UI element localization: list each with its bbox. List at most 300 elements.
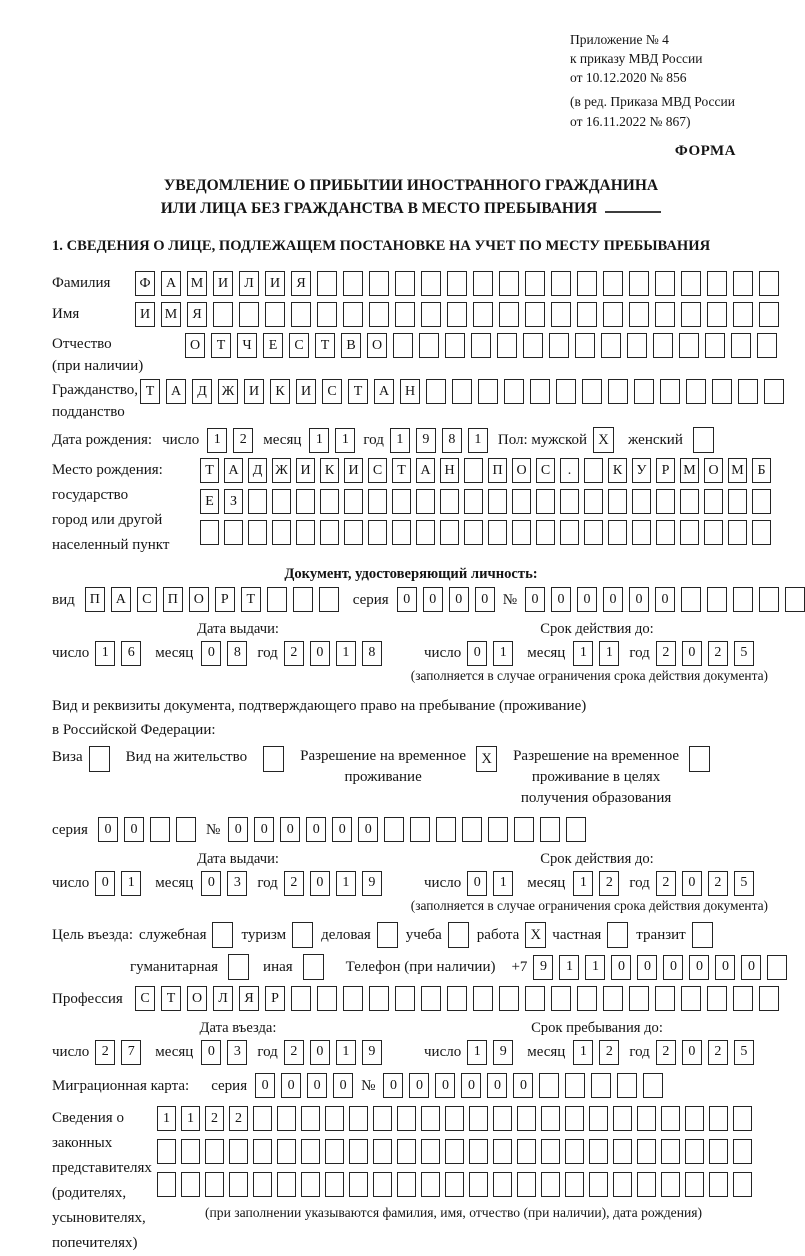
sex-female-checkbox[interactable] <box>693 427 714 453</box>
form-cell[interactable]: 9 <box>416 428 436 453</box>
form-cell[interactable]: О <box>189 587 209 612</box>
form-cell[interactable]: 1 <box>573 1040 593 1065</box>
form-cell[interactable]: 0 <box>306 817 326 842</box>
form-cell[interactable] <box>301 1139 320 1164</box>
form-cell[interactable] <box>523 333 543 358</box>
form-cell[interactable] <box>296 489 315 514</box>
form-cell[interactable] <box>577 302 597 327</box>
form-cell[interactable] <box>291 986 311 1011</box>
form-cell[interactable] <box>349 1139 368 1164</box>
form-cell[interactable]: 1 <box>559 955 579 980</box>
form-cell[interactable] <box>373 1106 392 1131</box>
form-cell[interactable] <box>469 1106 488 1131</box>
form-cell[interactable] <box>253 1139 272 1164</box>
form-cell[interactable]: 0 <box>332 817 352 842</box>
form-cell[interactable] <box>301 1106 320 1131</box>
form-cell[interactable]: 2 <box>656 1040 676 1065</box>
form-cell[interactable] <box>709 1172 728 1197</box>
form-cell[interactable] <box>627 333 647 358</box>
form-cell[interactable] <box>343 302 363 327</box>
form-cell[interactable]: 0 <box>98 817 118 842</box>
form-cell[interactable] <box>530 379 550 404</box>
form-cell[interactable]: 0 <box>629 587 649 612</box>
form-cell[interactable] <box>488 520 507 545</box>
form-cell[interactable]: О <box>704 458 723 483</box>
form-cell[interactable] <box>213 302 233 327</box>
form-cell[interactable]: 0 <box>741 955 761 980</box>
form-cell[interactable] <box>589 1139 608 1164</box>
form-cell[interactable]: 1 <box>181 1106 200 1131</box>
temp-permit-checkbox[interactable]: X <box>476 746 497 772</box>
form-cell[interactable]: 2 <box>233 428 253 453</box>
form-cell[interactable]: 2 <box>95 1040 115 1065</box>
form-cell[interactable] <box>317 302 337 327</box>
form-cell[interactable] <box>565 1139 584 1164</box>
form-cell[interactable] <box>679 333 699 358</box>
form-cell[interactable] <box>440 520 459 545</box>
form-cell[interactable] <box>591 1073 611 1098</box>
form-cell[interactable] <box>349 1172 368 1197</box>
form-cell[interactable] <box>517 1172 536 1197</box>
form-cell[interactable]: 3 <box>227 1040 247 1065</box>
form-cell[interactable]: Е <box>263 333 283 358</box>
form-cell[interactable] <box>325 1172 344 1197</box>
form-cell[interactable] <box>733 1139 752 1164</box>
form-cell[interactable]: 0 <box>333 1073 353 1098</box>
form-cell[interactable]: 1 <box>335 428 355 453</box>
form-cell[interactable]: 2 <box>229 1106 248 1131</box>
form-cell[interactable] <box>436 817 456 842</box>
form-cell[interactable]: С <box>368 458 387 483</box>
form-cell[interactable] <box>757 333 777 358</box>
form-cell[interactable] <box>566 817 586 842</box>
form-cell[interactable] <box>525 986 545 1011</box>
form-cell[interactable] <box>705 333 725 358</box>
form-cell[interactable] <box>601 333 621 358</box>
form-cell[interactable] <box>514 817 534 842</box>
form-cell[interactable] <box>655 302 675 327</box>
form-cell[interactable]: О <box>185 333 205 358</box>
form-cell[interactable]: 0 <box>255 1073 275 1098</box>
form-cell[interactable] <box>493 1172 512 1197</box>
form-cell[interactable]: 0 <box>310 1040 330 1065</box>
form-cell[interactable] <box>632 520 651 545</box>
form-cell[interactable]: Б <box>752 458 771 483</box>
form-cell[interactable]: 0 <box>655 587 675 612</box>
form-cell[interactable] <box>478 379 498 404</box>
form-cell[interactable] <box>656 489 675 514</box>
form-cell[interactable] <box>421 1172 440 1197</box>
form-cell[interactable] <box>447 271 467 296</box>
form-cell[interactable] <box>464 520 483 545</box>
form-cell[interactable] <box>608 520 627 545</box>
form-cell[interactable] <box>369 271 389 296</box>
form-cell[interactable] <box>395 271 415 296</box>
form-cell[interactable]: 0 <box>201 871 221 896</box>
form-cell[interactable] <box>368 489 387 514</box>
form-cell[interactable] <box>239 302 259 327</box>
form-cell[interactable]: 0 <box>467 641 487 666</box>
form-cell[interactable] <box>560 489 579 514</box>
form-cell[interactable] <box>320 520 339 545</box>
form-cell[interactable]: С <box>137 587 157 612</box>
form-cell[interactable] <box>712 379 732 404</box>
form-cell[interactable]: О <box>512 458 531 483</box>
form-cell[interactable] <box>200 520 219 545</box>
form-cell[interactable] <box>471 333 491 358</box>
form-cell[interactable] <box>272 520 291 545</box>
form-cell[interactable]: 0 <box>682 871 702 896</box>
form-cell[interactable] <box>343 271 363 296</box>
form-cell[interactable] <box>445 1139 464 1164</box>
form-cell[interactable]: 0 <box>124 817 144 842</box>
form-cell[interactable] <box>181 1139 200 1164</box>
form-cell[interactable] <box>577 986 597 1011</box>
form-cell[interactable] <box>539 1073 559 1098</box>
form-cell[interactable] <box>759 302 779 327</box>
form-cell[interactable]: У <box>632 458 651 483</box>
form-cell[interactable] <box>681 302 701 327</box>
form-cell[interactable] <box>469 1172 488 1197</box>
form-cell[interactable]: 0 <box>689 955 709 980</box>
form-cell[interactable] <box>267 587 287 612</box>
form-cell[interactable] <box>549 333 569 358</box>
form-cell[interactable] <box>536 520 555 545</box>
form-cell[interactable]: Н <box>440 458 459 483</box>
form-cell[interactable] <box>447 302 467 327</box>
form-cell[interactable]: П <box>163 587 183 612</box>
form-cell[interactable]: 0 <box>310 871 330 896</box>
form-cell[interactable]: 3 <box>227 871 247 896</box>
form-cell[interactable] <box>317 271 337 296</box>
form-cell[interactable]: 1 <box>207 428 227 453</box>
form-cell[interactable] <box>373 1172 392 1197</box>
purpose-tourism-checkbox[interactable] <box>292 922 313 948</box>
form-cell[interactable] <box>525 271 545 296</box>
form-cell[interactable]: 0 <box>637 955 657 980</box>
form-cell[interactable] <box>473 302 493 327</box>
form-cell[interactable]: Д <box>192 379 212 404</box>
form-cell[interactable] <box>653 333 673 358</box>
form-cell[interactable] <box>661 1106 680 1131</box>
form-cell[interactable] <box>632 489 651 514</box>
form-cell[interactable] <box>603 271 623 296</box>
purpose-transit-checkbox[interactable] <box>692 922 713 948</box>
form-cell[interactable]: 0 <box>551 587 571 612</box>
form-cell[interactable] <box>445 1172 464 1197</box>
form-cell[interactable] <box>738 379 758 404</box>
form-cell[interactable]: 0 <box>228 817 248 842</box>
form-cell[interactable]: 1 <box>309 428 329 453</box>
form-cell[interactable] <box>707 271 727 296</box>
form-cell[interactable]: О <box>367 333 387 358</box>
form-cell[interactable] <box>369 302 389 327</box>
form-cell[interactable]: 0 <box>715 955 735 980</box>
form-cell[interactable]: 5 <box>734 641 754 666</box>
form-cell[interactable] <box>709 1106 728 1131</box>
form-cell[interactable] <box>464 458 483 483</box>
form-cell[interactable] <box>320 489 339 514</box>
form-cell[interactable]: Т <box>200 458 219 483</box>
form-cell[interactable]: А <box>166 379 186 404</box>
form-cell[interactable] <box>293 587 313 612</box>
form-cell[interactable] <box>540 817 560 842</box>
form-cell[interactable]: 0 <box>475 587 495 612</box>
form-cell[interactable]: Я <box>239 986 259 1011</box>
form-cell[interactable] <box>421 302 441 327</box>
form-cell[interactable]: 1 <box>336 1040 356 1065</box>
form-cell[interactable] <box>637 1172 656 1197</box>
form-cell[interactable] <box>445 333 465 358</box>
form-cell[interactable] <box>733 1106 752 1131</box>
form-cell[interactable] <box>410 817 430 842</box>
form-cell[interactable] <box>325 1139 344 1164</box>
form-cell[interactable]: И <box>265 271 285 296</box>
form-cell[interactable]: 2 <box>284 641 304 666</box>
form-cell[interactable] <box>629 271 649 296</box>
form-cell[interactable]: 0 <box>682 1040 702 1065</box>
form-cell[interactable] <box>661 1139 680 1164</box>
form-cell[interactable]: П <box>488 458 507 483</box>
form-cell[interactable] <box>707 986 727 1011</box>
form-cell[interactable] <box>277 1172 296 1197</box>
form-cell[interactable]: 1 <box>493 871 513 896</box>
form-cell[interactable] <box>680 489 699 514</box>
form-cell[interactable]: 2 <box>599 1040 619 1065</box>
form-cell[interactable] <box>517 1139 536 1164</box>
form-cell[interactable]: 0 <box>603 587 623 612</box>
form-cell[interactable] <box>301 1172 320 1197</box>
form-cell[interactable] <box>759 587 779 612</box>
form-cell[interactable] <box>560 520 579 545</box>
form-cell[interactable] <box>349 1106 368 1131</box>
form-cell[interactable] <box>499 302 519 327</box>
form-cell[interactable]: 5 <box>734 871 754 896</box>
form-cell[interactable] <box>752 489 771 514</box>
form-cell[interactable]: 9 <box>493 1040 513 1065</box>
form-cell[interactable] <box>617 1073 637 1098</box>
form-cell[interactable]: 0 <box>435 1073 455 1098</box>
form-cell[interactable] <box>733 587 753 612</box>
form-cell[interactable]: 0 <box>525 587 545 612</box>
form-cell[interactable] <box>704 520 723 545</box>
form-cell[interactable]: 7 <box>121 1040 141 1065</box>
form-cell[interactable]: И <box>344 458 363 483</box>
form-cell[interactable]: 0 <box>254 817 274 842</box>
form-cell[interactable] <box>541 1139 560 1164</box>
form-cell[interactable] <box>634 379 654 404</box>
purpose-private-checkbox[interactable] <box>607 922 628 948</box>
form-cell[interactable] <box>368 520 387 545</box>
form-cell[interactable] <box>603 986 623 1011</box>
form-cell[interactable] <box>464 489 483 514</box>
form-cell[interactable]: 1 <box>95 641 115 666</box>
form-cell[interactable] <box>584 458 603 483</box>
form-cell[interactable] <box>551 302 571 327</box>
form-cell[interactable]: Т <box>348 379 368 404</box>
form-cell[interactable] <box>157 1139 176 1164</box>
form-cell[interactable]: 0 <box>397 587 417 612</box>
form-cell[interactable] <box>181 1172 200 1197</box>
form-cell[interactable] <box>229 1172 248 1197</box>
form-cell[interactable] <box>643 1073 663 1098</box>
form-cell[interactable]: 0 <box>201 1040 221 1065</box>
form-cell[interactable] <box>291 302 311 327</box>
form-cell[interactable] <box>277 1139 296 1164</box>
form-cell[interactable]: 1 <box>493 641 513 666</box>
form-cell[interactable]: И <box>296 379 316 404</box>
form-cell[interactable] <box>488 817 508 842</box>
form-cell[interactable] <box>421 1106 440 1131</box>
form-cell[interactable] <box>733 986 753 1011</box>
form-cell[interactable]: 0 <box>513 1073 533 1098</box>
form-cell[interactable] <box>613 1139 632 1164</box>
form-cell[interactable]: 8 <box>442 428 462 453</box>
form-cell[interactable] <box>421 1139 440 1164</box>
form-cell[interactable]: О <box>187 986 207 1011</box>
form-cell[interactable]: 1 <box>599 641 619 666</box>
form-cell[interactable] <box>499 986 519 1011</box>
form-cell[interactable]: И <box>135 302 155 327</box>
form-cell[interactable]: 8 <box>362 641 382 666</box>
form-cell[interactable] <box>764 379 784 404</box>
form-cell[interactable]: 0 <box>409 1073 429 1098</box>
form-cell[interactable] <box>556 379 576 404</box>
form-cell[interactable]: 0 <box>449 587 469 612</box>
form-cell[interactable] <box>731 333 751 358</box>
form-cell[interactable]: К <box>270 379 290 404</box>
form-cell[interactable]: А <box>224 458 243 483</box>
form-cell[interactable]: 1 <box>336 871 356 896</box>
form-cell[interactable]: В <box>341 333 361 358</box>
form-cell[interactable] <box>536 489 555 514</box>
form-cell[interactable]: 0 <box>461 1073 481 1098</box>
form-cell[interactable]: 1 <box>467 1040 487 1065</box>
form-cell[interactable] <box>629 302 649 327</box>
form-cell[interactable]: . <box>560 458 579 483</box>
form-cell[interactable] <box>709 1139 728 1164</box>
form-cell[interactable]: 1 <box>468 428 488 453</box>
form-cell[interactable]: 2 <box>656 641 676 666</box>
form-cell[interactable]: 9 <box>362 871 382 896</box>
form-cell[interactable] <box>319 587 339 612</box>
form-cell[interactable] <box>525 302 545 327</box>
form-cell[interactable] <box>416 520 435 545</box>
form-cell[interactable]: 1 <box>390 428 410 453</box>
form-cell[interactable]: 0 <box>467 871 487 896</box>
form-cell[interactable] <box>733 271 753 296</box>
form-cell[interactable]: 0 <box>663 955 683 980</box>
form-cell[interactable] <box>393 333 413 358</box>
form-cell[interactable]: 0 <box>682 641 702 666</box>
form-cell[interactable]: 9 <box>533 955 553 980</box>
form-cell[interactable]: Е <box>200 489 219 514</box>
form-cell[interactable]: Н <box>400 379 420 404</box>
form-cell[interactable] <box>421 986 441 1011</box>
form-cell[interactable]: К <box>608 458 627 483</box>
form-cell[interactable]: 0 <box>201 641 221 666</box>
form-cell[interactable] <box>759 271 779 296</box>
form-cell[interactable] <box>551 271 571 296</box>
form-cell[interactable]: 0 <box>310 641 330 666</box>
form-cell[interactable]: П <box>85 587 105 612</box>
form-cell[interactable] <box>265 302 285 327</box>
form-cell[interactable] <box>488 489 507 514</box>
form-cell[interactable] <box>655 986 675 1011</box>
form-cell[interactable]: 0 <box>358 817 378 842</box>
form-cell[interactable]: 0 <box>95 871 115 896</box>
form-cell[interactable] <box>504 379 524 404</box>
form-cell[interactable] <box>512 520 531 545</box>
form-cell[interactable] <box>462 817 482 842</box>
form-cell[interactable] <box>608 489 627 514</box>
form-cell[interactable]: М <box>187 271 207 296</box>
form-cell[interactable] <box>469 1139 488 1164</box>
form-cell[interactable] <box>395 302 415 327</box>
edu-permit-checkbox[interactable] <box>689 746 710 772</box>
purpose-work-checkbox[interactable]: X <box>525 922 546 948</box>
form-cell[interactable]: 9 <box>362 1040 382 1065</box>
form-cell[interactable]: 5 <box>734 1040 754 1065</box>
form-cell[interactable] <box>704 489 723 514</box>
form-cell[interactable] <box>637 1139 656 1164</box>
form-cell[interactable]: 0 <box>383 1073 403 1098</box>
purpose-official-checkbox[interactable] <box>212 922 233 948</box>
form-cell[interactable]: 0 <box>423 587 443 612</box>
form-cell[interactable] <box>253 1172 272 1197</box>
form-cell[interactable] <box>575 333 595 358</box>
form-cell[interactable]: И <box>296 458 315 483</box>
form-cell[interactable]: 0 <box>611 955 631 980</box>
form-cell[interactable] <box>680 520 699 545</box>
form-cell[interactable] <box>296 520 315 545</box>
form-cell[interactable]: Р <box>215 587 235 612</box>
form-cell[interactable] <box>541 1106 560 1131</box>
form-cell[interactable] <box>224 520 243 545</box>
form-cell[interactable] <box>637 1106 656 1131</box>
form-cell[interactable] <box>613 1172 632 1197</box>
form-cell[interactable] <box>660 379 680 404</box>
form-cell[interactable] <box>277 1106 296 1131</box>
form-cell[interactable]: А <box>161 271 181 296</box>
form-cell[interactable] <box>473 986 493 1011</box>
form-cell[interactable] <box>248 489 267 514</box>
form-cell[interactable]: И <box>244 379 264 404</box>
form-cell[interactable] <box>445 1106 464 1131</box>
form-cell[interactable] <box>686 379 706 404</box>
sex-male-checkbox[interactable]: X <box>593 427 614 453</box>
form-cell[interactable]: А <box>416 458 435 483</box>
form-cell[interactable] <box>656 520 675 545</box>
form-cell[interactable] <box>759 986 779 1011</box>
form-cell[interactable] <box>272 489 291 514</box>
form-cell[interactable]: М <box>728 458 747 483</box>
form-cell[interactable]: З <box>224 489 243 514</box>
form-cell[interactable]: Р <box>265 986 285 1011</box>
form-cell[interactable] <box>369 986 389 1011</box>
form-cell[interactable] <box>373 1139 392 1164</box>
form-cell[interactable] <box>440 489 459 514</box>
form-cell[interactable] <box>176 817 196 842</box>
form-cell[interactable]: Т <box>161 986 181 1011</box>
form-cell[interactable] <box>577 271 597 296</box>
form-cell[interactable] <box>150 817 170 842</box>
form-cell[interactable]: К <box>320 458 339 483</box>
form-cell[interactable]: 1 <box>157 1106 176 1131</box>
form-cell[interactable] <box>541 1172 560 1197</box>
form-cell[interactable]: 2 <box>708 1040 728 1065</box>
form-cell[interactable] <box>551 986 571 1011</box>
